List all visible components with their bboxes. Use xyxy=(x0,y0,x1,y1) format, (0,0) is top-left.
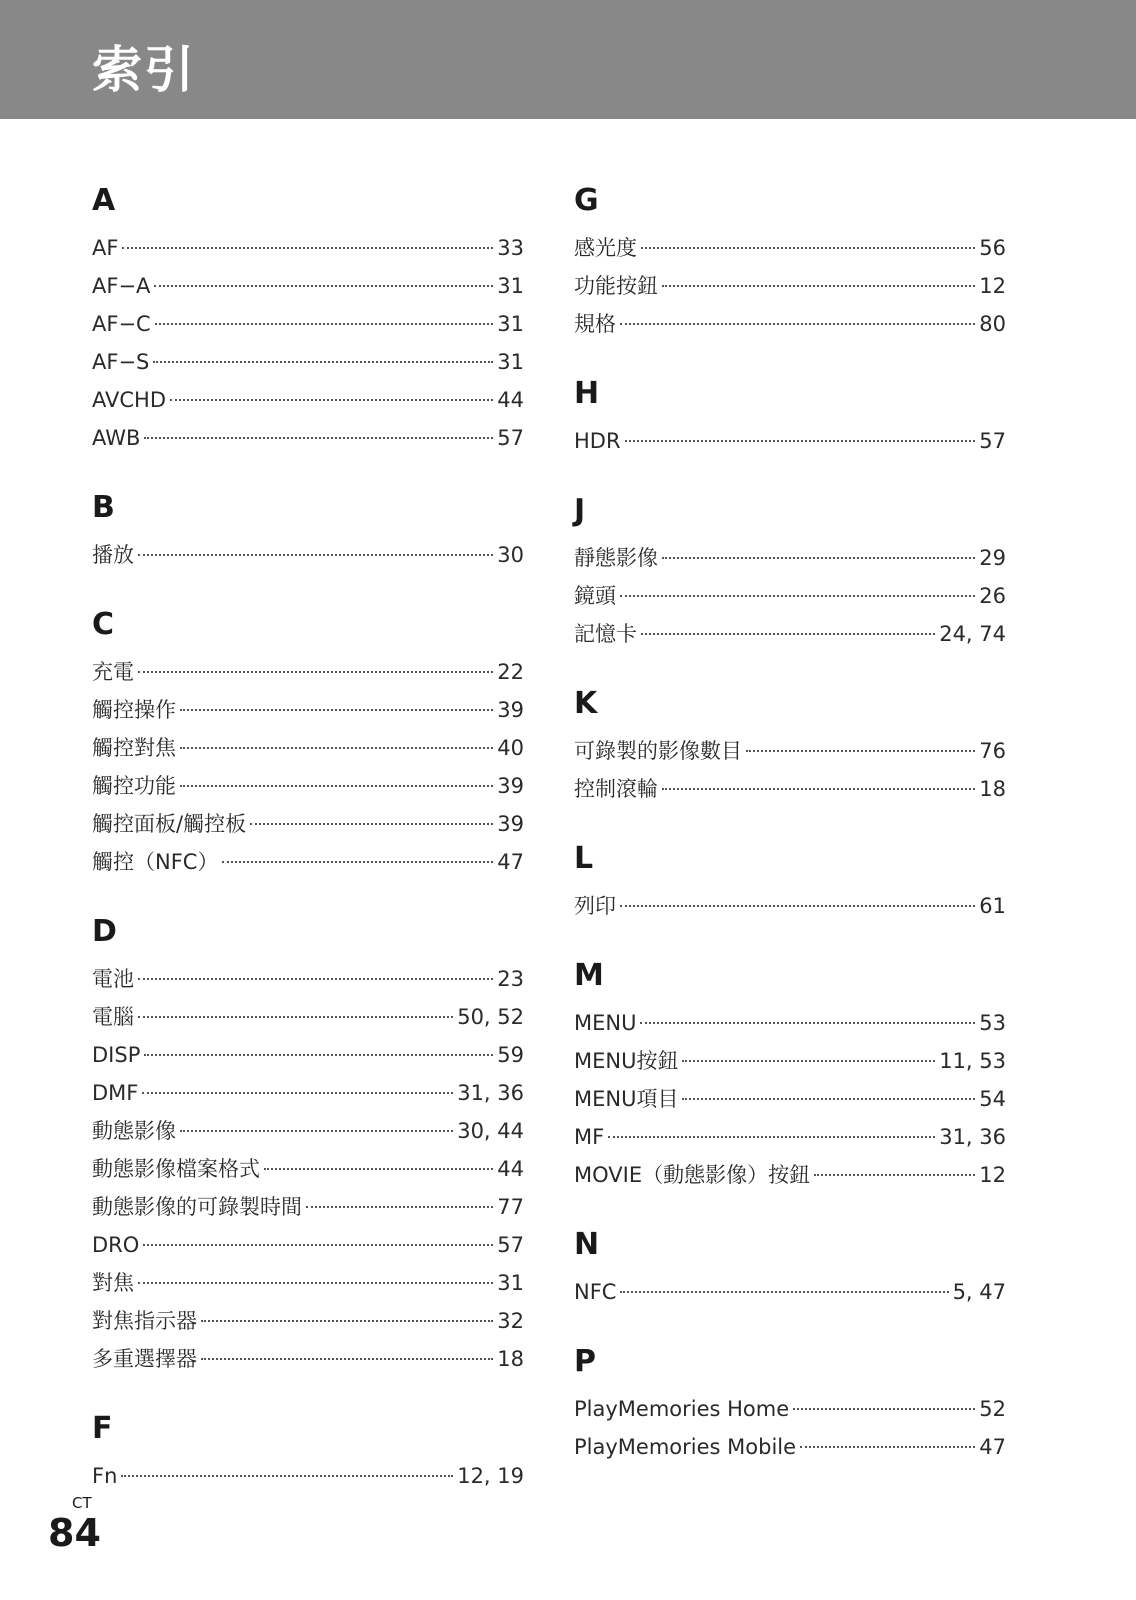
section-letter: G xyxy=(574,183,599,218)
index-term: 觸控對焦 xyxy=(92,736,176,760)
index-entry xyxy=(574,1390,1006,1428)
dot-leader xyxy=(662,285,975,287)
dot-leader xyxy=(138,671,493,673)
index-entry xyxy=(92,805,524,843)
index-term: AF−A xyxy=(92,274,151,298)
index-term: 對焦指示器 xyxy=(92,1309,197,1333)
index-entry xyxy=(574,732,1006,770)
page-reference: 31, 36 xyxy=(939,1125,1006,1149)
page-title: 索引 xyxy=(92,41,196,99)
page-reference: 31 xyxy=(497,350,524,374)
dot-leader xyxy=(250,823,493,825)
index-entry xyxy=(92,653,524,691)
index-section xyxy=(574,953,1006,1194)
page-reference: 80 xyxy=(979,312,1006,336)
index-entry xyxy=(92,960,524,998)
index-entry xyxy=(92,381,524,419)
index-entry xyxy=(574,305,1006,343)
index-entry xyxy=(92,1112,524,1150)
index-entry xyxy=(574,770,1006,808)
index-entry xyxy=(574,539,1006,577)
section-gap xyxy=(574,1194,1006,1222)
dot-leader xyxy=(180,1130,453,1132)
dot-leader xyxy=(264,1168,493,1170)
index-entry xyxy=(92,1302,524,1340)
dot-leader xyxy=(138,978,493,980)
page-number: 84 xyxy=(48,1511,101,1555)
index-term: AF−S xyxy=(92,350,150,374)
page-reference: 5, 47 xyxy=(952,1280,1006,1304)
index-term: 觸控面板/觸控板 xyxy=(92,812,247,836)
section-gap xyxy=(574,343,1006,371)
page-reference: 39 xyxy=(497,698,524,722)
index-term: 觸控功能 xyxy=(92,774,176,798)
index-entry xyxy=(92,1074,524,1112)
index-entry xyxy=(574,1273,1006,1311)
page-reference: 23 xyxy=(497,967,524,991)
section-gap xyxy=(92,457,524,485)
index-entry xyxy=(92,1188,524,1226)
dot-leader xyxy=(155,323,494,325)
page-reference: 29 xyxy=(979,546,1006,570)
index-term: PlayMemories Home xyxy=(574,1397,790,1421)
index-term: 動態影像檔案格式 xyxy=(92,1157,260,1181)
index-entry xyxy=(92,1036,524,1074)
index-term: 對焦 xyxy=(92,1271,134,1295)
index-term: 功能按鈕 xyxy=(574,274,658,298)
index-term: MF xyxy=(574,1125,605,1149)
index-entry xyxy=(92,1340,524,1378)
section-letter: F xyxy=(92,1411,113,1446)
index-section xyxy=(92,1406,524,1495)
page-reference: 31 xyxy=(497,1271,524,1295)
index-entry xyxy=(92,419,524,457)
section-gap xyxy=(574,460,1006,488)
page-reference: 26 xyxy=(979,584,1006,608)
index-entry xyxy=(574,615,1006,653)
language-code: CT xyxy=(72,1494,92,1512)
page-reference: 44 xyxy=(497,388,524,412)
index-entry xyxy=(92,767,524,805)
dot-leader xyxy=(201,1320,493,1322)
index-entry xyxy=(92,1457,524,1495)
index-section xyxy=(92,485,524,574)
index-entry xyxy=(574,1428,1006,1466)
page-reference: 61 xyxy=(979,894,1006,918)
page-reference: 12 xyxy=(979,1163,1006,1187)
index-term: HDR xyxy=(574,429,621,453)
section-letter: A xyxy=(92,183,116,218)
index-term: 充電 xyxy=(92,660,134,684)
dot-leader xyxy=(682,1060,935,1062)
index-entry xyxy=(574,267,1006,305)
page-reference: 52 xyxy=(979,1397,1006,1421)
index-section xyxy=(574,488,1006,653)
dot-leader xyxy=(682,1098,975,1100)
section-letter: P xyxy=(574,1344,596,1379)
index-term: MENU按鈕 xyxy=(574,1049,679,1073)
index-entry xyxy=(92,691,524,729)
index-entry xyxy=(92,843,524,881)
page-reference: 50, 52 xyxy=(457,1005,524,1029)
index-term: DRO xyxy=(92,1233,140,1257)
index-section xyxy=(574,1222,1006,1311)
dot-leader xyxy=(138,554,493,556)
dot-leader xyxy=(138,1282,493,1284)
index-section xyxy=(574,836,1006,925)
page-reference: 24, 74 xyxy=(939,622,1006,646)
index-entry xyxy=(574,1004,1006,1042)
section-letter: L xyxy=(574,841,594,876)
dot-leader xyxy=(814,1174,975,1176)
page-reference: 31, 36 xyxy=(457,1081,524,1105)
page-reference: 22 xyxy=(497,660,524,684)
index-entry xyxy=(574,887,1006,925)
index-term: 列印 xyxy=(574,894,616,918)
page-reference: 53 xyxy=(979,1011,1006,1035)
section-gap xyxy=(92,1378,524,1406)
page-reference: 32 xyxy=(497,1309,524,1333)
index-entry xyxy=(574,422,1006,460)
index-term: 感光度 xyxy=(574,236,637,260)
index-entry xyxy=(574,577,1006,615)
index-term: AWB xyxy=(92,426,141,450)
index-entry xyxy=(92,267,524,305)
page-reference: 77 xyxy=(497,1195,524,1219)
index-term: DMF xyxy=(92,1081,139,1105)
index-term: PlayMemories Mobile xyxy=(574,1435,797,1459)
dot-leader xyxy=(793,1408,975,1410)
section-letter: M xyxy=(574,958,604,993)
page-reference: 31 xyxy=(497,274,524,298)
index-entry xyxy=(92,1150,524,1188)
dot-leader xyxy=(608,1136,935,1138)
index-entry xyxy=(92,536,524,574)
section-letter: H xyxy=(574,376,600,411)
dot-leader xyxy=(170,399,493,401)
header-bar xyxy=(0,0,1136,119)
index-column-left xyxy=(92,178,524,1495)
page-reference: 18 xyxy=(497,1347,524,1371)
index-term: 控制滾輪 xyxy=(574,777,658,801)
index-entry xyxy=(574,1156,1006,1194)
page-reference: 31 xyxy=(497,312,524,336)
index-entry xyxy=(92,229,524,267)
dot-leader xyxy=(180,785,493,787)
page-reference: 57 xyxy=(497,426,524,450)
section-letter: N xyxy=(574,1227,600,1262)
index-section xyxy=(574,681,1006,808)
index-term: 播放 xyxy=(92,543,134,567)
dot-leader xyxy=(154,285,493,287)
index-term: 觸控（NFC） xyxy=(92,850,219,874)
index-term: Fn xyxy=(92,1464,118,1488)
index-term: DISP xyxy=(92,1043,141,1067)
index-entry xyxy=(574,1042,1006,1080)
index-term: 可錄製的影像數目 xyxy=(574,739,742,763)
index-entry xyxy=(92,1264,524,1302)
dot-leader xyxy=(641,247,975,249)
index-term: 記憶卡 xyxy=(574,622,637,646)
dot-leader xyxy=(201,1358,493,1360)
index-section xyxy=(574,178,1006,343)
index-entry xyxy=(92,729,524,767)
page-reference: 76 xyxy=(979,739,1006,763)
page-reference: 39 xyxy=(497,812,524,836)
dot-leader xyxy=(620,1291,948,1293)
dot-leader xyxy=(222,861,493,863)
index-column-right xyxy=(574,178,1006,1466)
page-reference: 12, 19 xyxy=(457,1464,524,1488)
dot-leader xyxy=(143,1244,493,1246)
dot-leader xyxy=(138,1016,453,1018)
dot-leader xyxy=(662,788,975,790)
section-letter: K xyxy=(574,686,598,721)
index-term: NFC xyxy=(574,1280,617,1304)
page-reference: 57 xyxy=(497,1233,524,1257)
index-entry xyxy=(574,229,1006,267)
dot-leader xyxy=(641,633,935,635)
index-section xyxy=(574,1339,1006,1466)
index-term: 規格 xyxy=(574,312,616,336)
index-term: 動態影像 xyxy=(92,1119,176,1143)
index-term: 靜態影像 xyxy=(574,546,658,570)
page-reference: 54 xyxy=(979,1087,1006,1111)
dot-leader xyxy=(620,595,975,597)
page-reference: 56 xyxy=(979,236,1006,260)
section-letter: C xyxy=(92,607,115,642)
section-gap xyxy=(92,574,524,602)
index-term: AVCHD xyxy=(92,388,167,412)
dot-leader xyxy=(620,323,975,325)
section-gap xyxy=(574,1311,1006,1339)
index-entry xyxy=(574,1118,1006,1156)
page-reference: 12 xyxy=(979,274,1006,298)
dot-leader xyxy=(180,747,493,749)
dot-leader xyxy=(153,361,493,363)
dot-leader xyxy=(620,905,975,907)
index-term: 動態影像的可錄製時間 xyxy=(92,1195,302,1219)
section-gap xyxy=(574,925,1006,953)
index-term: MENU xyxy=(574,1011,637,1035)
dot-leader xyxy=(121,1475,453,1477)
dot-leader xyxy=(144,1054,493,1056)
page-reference: 57 xyxy=(979,429,1006,453)
section-letter: B xyxy=(92,490,115,525)
dot-leader xyxy=(142,1092,453,1094)
index-section xyxy=(574,371,1006,460)
section-gap xyxy=(574,808,1006,836)
index-section xyxy=(92,178,524,457)
section-gap xyxy=(574,653,1006,681)
index-term: 電池 xyxy=(92,967,134,991)
page-reference: 40 xyxy=(497,736,524,760)
index-term: 電腦 xyxy=(92,1005,134,1029)
index-term: 多重選擇器 xyxy=(92,1347,197,1371)
page-reference: 47 xyxy=(497,850,524,874)
dot-leader xyxy=(180,709,493,711)
index-section xyxy=(92,909,524,1378)
index-term: 鏡頭 xyxy=(574,584,616,608)
index-entry xyxy=(92,305,524,343)
index-section xyxy=(92,602,524,881)
section-letter: D xyxy=(92,914,117,949)
index-entry xyxy=(92,998,524,1036)
dot-leader xyxy=(625,440,976,442)
page-reference: 39 xyxy=(497,774,524,798)
index-entry xyxy=(92,1226,524,1264)
dot-leader xyxy=(746,750,975,752)
page-reference: 11, 53 xyxy=(939,1049,1006,1073)
dot-leader xyxy=(800,1446,975,1448)
index-entry xyxy=(92,343,524,381)
index-term: MENU項目 xyxy=(574,1087,679,1111)
dot-leader xyxy=(144,437,493,439)
page-reference: 59 xyxy=(497,1043,524,1067)
page-reference: 30 xyxy=(497,543,524,567)
page-reference: 33 xyxy=(497,236,524,260)
index-entry xyxy=(574,1080,1006,1118)
section-gap xyxy=(92,881,524,909)
index-term: 觸控操作 xyxy=(92,698,176,722)
dot-leader xyxy=(640,1022,975,1024)
dot-leader xyxy=(662,557,975,559)
index-term: AF−C xyxy=(92,312,151,336)
page-reference: 47 xyxy=(979,1435,1006,1459)
section-letter: J xyxy=(574,493,586,528)
page-reference: 44 xyxy=(497,1157,524,1181)
index-term: AF xyxy=(92,236,119,260)
index-term: MOVIE（動態影像）按鈕 xyxy=(574,1163,811,1187)
dot-leader xyxy=(306,1206,493,1208)
dot-leader xyxy=(122,247,493,249)
page-reference: 30, 44 xyxy=(457,1119,524,1143)
page-reference: 18 xyxy=(979,777,1006,801)
